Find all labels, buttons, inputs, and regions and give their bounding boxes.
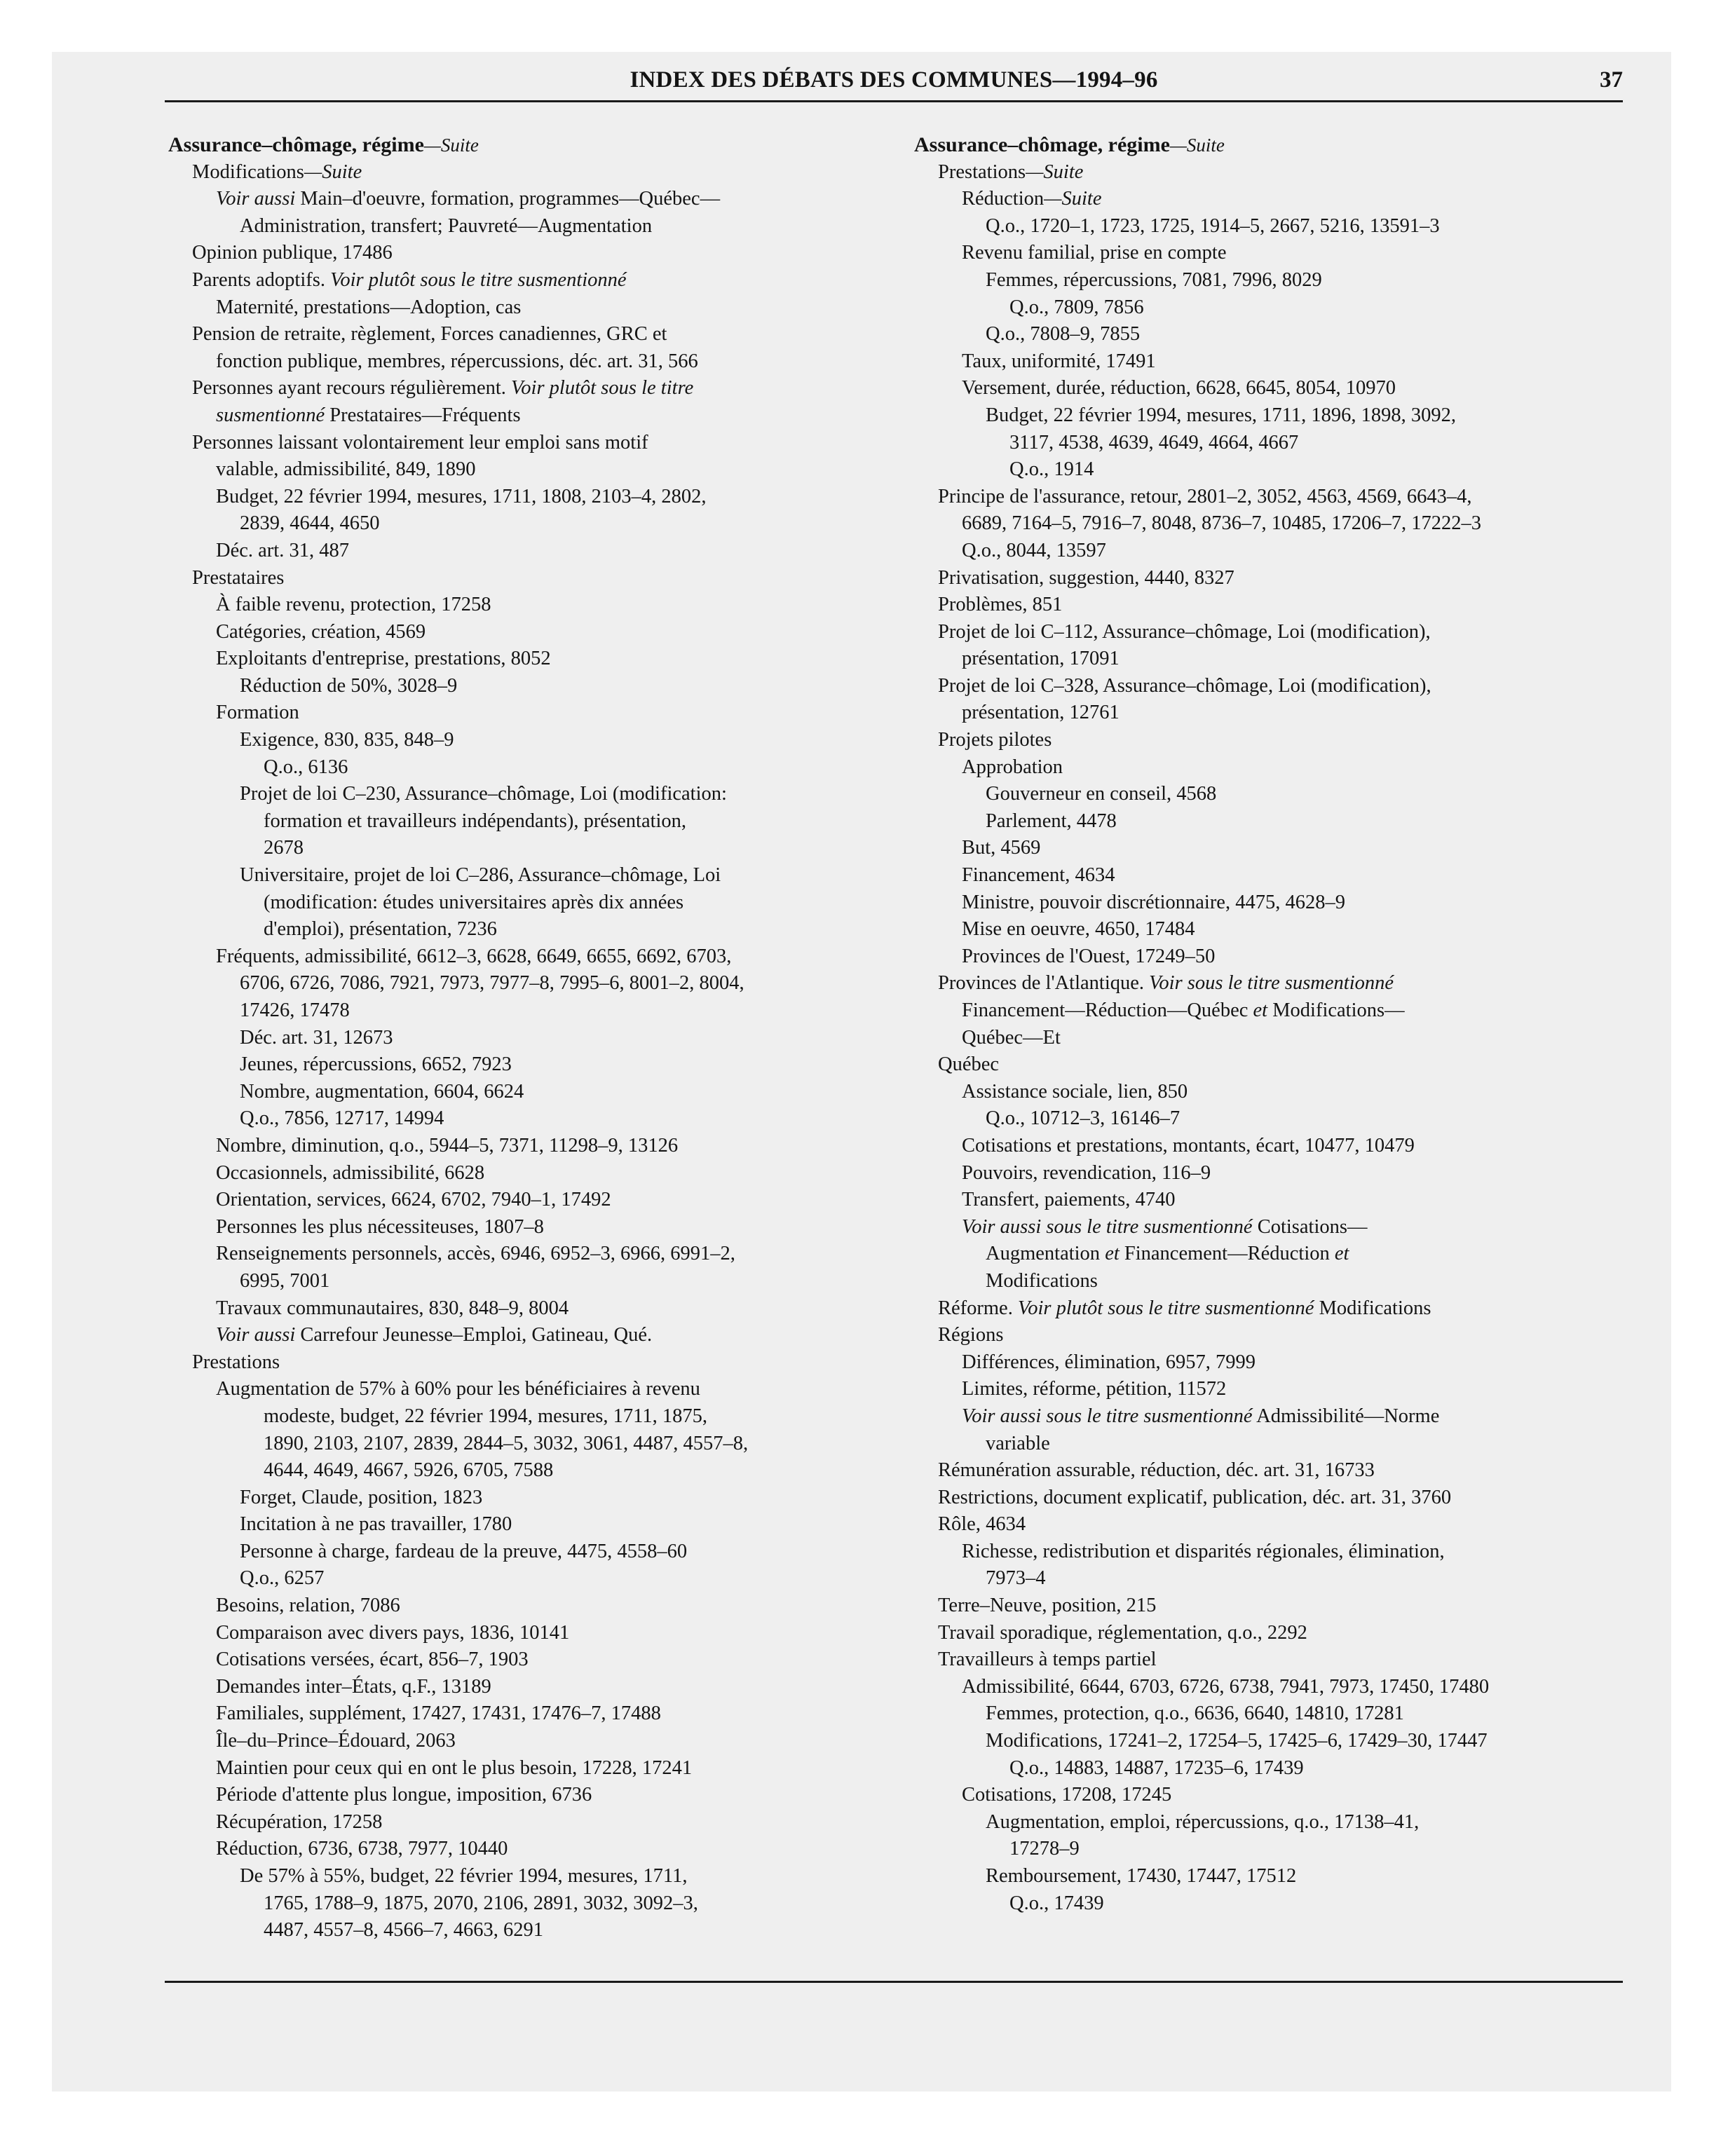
entry-text: Besoins, relation, 7086 (216, 1595, 400, 1617)
entry-text: Maternité, prestations—Adoption, cas (216, 296, 522, 318)
entry-text: 17426, 17478 (240, 999, 350, 1021)
entry-continuation: —Suite (423, 135, 479, 156)
index-entry (168, 510, 883, 538)
entry-text: Administration, transfert; Pauvreté—Augmentation (240, 214, 653, 237)
entry-text: Prestataires (192, 566, 285, 589)
footer-rule (165, 1981, 1623, 1983)
index-entry (914, 1674, 1629, 1701)
index-entry (168, 1079, 883, 1106)
entry-text: Prestataires—Fréquents (325, 404, 521, 426)
index-entry (168, 1674, 883, 1701)
entry-text: fonction publique, membres, répercussions, déc. art. 31, 566 (216, 350, 698, 372)
entry-text: Jeunes, répercussions, 6652, 7923 (240, 1053, 512, 1076)
index-entry (914, 1322, 1629, 1349)
entry-text: Demandes inter–États, q.F., 13189 (216, 1675, 491, 1698)
index-entry (168, 159, 883, 186)
index-entry (168, 1025, 883, 1052)
entry-text: Approbation (962, 756, 1063, 778)
entry-text: Prestations (192, 1351, 280, 1373)
entry-text: Assistance sociale, lien, 850 (962, 1080, 1188, 1103)
entry-text: Assurance–chômage, régime (914, 133, 1170, 156)
entry-text: Transfert, paiements, 4740 (962, 1189, 1176, 1211)
page-title: INDEX DES DÉBATS DES COMMUNES—1994–96 (630, 67, 1158, 93)
entry-text: variable (986, 1432, 1050, 1454)
index-entry (914, 1620, 1629, 1647)
entry-continuation: —Suite (1026, 161, 1084, 183)
entry-text: Universitaire, projet de loi C–286, Assurance–chômage, Loi (240, 864, 721, 887)
entry-text: Déc. art. 31, 487 (216, 539, 349, 561)
entry-text: 6706, 6726, 7086, 7921, 7973, 7977–8, 7995–6, 8001–2, 8004, (240, 972, 744, 995)
index-entry (914, 1051, 1629, 1079)
index-entry (168, 1592, 883, 1620)
entry-text: présentation, 17091 (962, 648, 1120, 670)
entry-text: Cotisations et prestations, montants, écart, 10477, 10479 (962, 1134, 1415, 1157)
index-entry (914, 1241, 1629, 1268)
entry-text: Versement, durée, réduction, 6628, 6645, 8054, 10970 (962, 377, 1396, 400)
entry-tail-text: Modifications (1314, 1297, 1431, 1319)
entry-text: Augmentation de 57% à 60% pour les bénéficiaires à revenu (216, 1378, 700, 1400)
index-entry (168, 1403, 883, 1431)
entry-text: Q.o., 14883, 14887, 17235–6, 17439 (1009, 1756, 1304, 1779)
index-entry (914, 321, 1629, 348)
entry-text: Période d'attente plus longue, imposition, 6736 (216, 1784, 592, 1806)
cross-reference-label: Voir aussi (216, 1324, 296, 1346)
cross-reference-label: Voir aussi sous le titre susmentionné (962, 1405, 1253, 1427)
entry-text: Richesse, redistribution et disparités régionales, élimination, (962, 1540, 1445, 1562)
index-entry (914, 294, 1629, 322)
index-entry (914, 673, 1629, 700)
entry-text: Taux, uniformité, 17491 (962, 350, 1156, 372)
index-entry (168, 673, 883, 700)
entry-text: Q.o., 7809, 7856 (1009, 296, 1144, 318)
index-entry (168, 1511, 883, 1538)
entry-text: Q.o., 1720–1, 1723, 1725, 1914–5, 2667, 5216, 13591–3 (986, 214, 1440, 237)
index-entry (168, 889, 883, 917)
entry-text: Financement—Réduction—Québec (962, 999, 1253, 1021)
index-entry (168, 970, 883, 997)
entry-text: Travaux communautaires, 830, 848–9, 8004 (216, 1297, 569, 1319)
entry-text: Modifications (986, 1269, 1098, 1292)
entry-text: Opinion publique, 17486 (192, 242, 393, 264)
index-entry (168, 1105, 883, 1133)
entry-text: Problèmes, 851 (938, 594, 1063, 616)
index-entry (914, 240, 1629, 267)
index-entry (914, 1268, 1629, 1295)
entry-text: Forget, Claude, position, 1823 (240, 1486, 483, 1508)
entry-continuation: —Suite (304, 161, 362, 183)
entry-text: Budget, 22 février 1994, mesures, 1711, 1896, 1898, 3092, (986, 404, 1456, 426)
entry-text: Terre–Neuve, position, 215 (938, 1595, 1157, 1617)
entry-text: Comparaison avec divers pays, 1836, 10141 (216, 1621, 570, 1644)
index-entry (914, 1295, 1629, 1323)
index-entry (168, 1620, 883, 1647)
header-rule (165, 100, 1623, 102)
entry-text: Cotisations versées, écart, 856–7, 1903 (216, 1649, 529, 1671)
index-entry (914, 1755, 1629, 1782)
entry-text: Provinces de l'Atlantique. (938, 972, 1150, 995)
entry-continuation: Voir plutôt sous le titre susmentionné (330, 268, 627, 291)
entry-text: Rémunération assurable, réduction, déc. art. 31, 16733 (938, 1459, 1375, 1482)
entry-text: Nombre, diminution, q.o., 5944–5, 7371, 11298–9, 13126 (216, 1134, 679, 1157)
index-entry (168, 862, 883, 889)
entry-text: 3117, 4538, 4639, 4649, 4664, 4667 (1009, 431, 1299, 453)
entry-text: 6689, 7164–5, 7916–7, 8048, 8736–7, 10485, 17206–7, 17222–3 (962, 512, 1481, 535)
index-entry (168, 754, 883, 782)
index-entry (914, 213, 1629, 240)
entry-text: Fréquents, admissibilité, 6612–3, 6628, 6649, 6655, 6692, 6703, (216, 945, 732, 967)
entry-text: Réforme. (938, 1297, 1018, 1319)
index-entry (168, 267, 883, 294)
entry-text: Orientation, services, 6624, 6702, 7940–1, 17492 (216, 1189, 611, 1211)
entry-text: Personne à charge, fardeau de la preuve, 4475, 4558–60 (240, 1540, 688, 1562)
index-entry (914, 1133, 1629, 1160)
index-entry (914, 1214, 1629, 1241)
index-entry (168, 1295, 883, 1323)
index-entry (914, 1728, 1629, 1755)
index-entry (168, 1917, 883, 1944)
index-entry (914, 889, 1629, 917)
entry-text: Gouverneur en conseil, 4568 (986, 783, 1217, 805)
index-entry (168, 835, 883, 862)
index-entry (914, 781, 1629, 808)
index-entry (914, 1836, 1629, 1863)
index-entry (914, 348, 1629, 376)
index-entry (168, 1187, 883, 1214)
index-entry (914, 1025, 1629, 1052)
entry-text: Modifications, 17241–2, 17254–5, 17425–6, 17429–30, 17447 (986, 1730, 1488, 1752)
entry-continuation: et (1253, 999, 1268, 1021)
entry-text: Revenu familial, prise en compte (962, 242, 1227, 264)
index-entry (168, 700, 883, 727)
index-entry (914, 808, 1629, 835)
index-entry (168, 538, 883, 565)
entry-text: Familiales, supplément, 17427, 17431, 17476–7, 17488 (216, 1703, 661, 1725)
entry-text: 4644, 4649, 4667, 5926, 6705, 7588 (264, 1459, 554, 1482)
index-entry (914, 186, 1629, 213)
entry-text: Remboursement, 17430, 17447, 17512 (986, 1865, 1297, 1887)
index-entry (914, 1863, 1629, 1890)
entry-text: Q.o., 7808–9, 7855 (986, 323, 1141, 346)
entry-text: Provinces de l'Ouest, 17249–50 (962, 945, 1216, 967)
index-entry (914, 1187, 1629, 1214)
index-entry (168, 1376, 883, 1403)
index-entry (168, 213, 883, 240)
entry-text: Limites, réforme, pétition, 11572 (962, 1378, 1227, 1400)
entry-text: Réduction de 50%, 3028–9 (240, 674, 458, 697)
index-entry (914, 1700, 1629, 1728)
entry-tail-text: Financement—Réduction (1119, 1243, 1335, 1265)
entry-text: 17278–9 (1009, 1838, 1080, 1860)
index-entry (168, 1241, 883, 1268)
index-entry (168, 565, 883, 592)
entry-text: Projets pilotes (938, 729, 1052, 751)
entry-text: Q.o., 6257 (240, 1567, 325, 1590)
index-entry (168, 321, 883, 348)
index-entry (168, 1160, 883, 1187)
index-entry (168, 1349, 883, 1377)
entry-text: Main–d'oeuvre, formation, programmes—Québec— (295, 188, 721, 210)
entry-text: Augmentation, emploi, répercussions, q.o., 17138–41, (986, 1810, 1420, 1833)
entry-text: Q.o., 17439 (1009, 1892, 1104, 1914)
entry-text: 1765, 1788–9, 1875, 2070, 2106, 2891, 3032, 3092–3, (264, 1892, 698, 1914)
index-entry (168, 1322, 883, 1349)
entry-text: Nombre, augmentation, 6604, 6624 (240, 1080, 524, 1103)
index-entry (914, 943, 1629, 971)
index-entry (168, 186, 883, 213)
entry-text: But, 4569 (962, 837, 1041, 859)
index-entry (914, 1890, 1629, 1918)
index-entry (168, 402, 883, 430)
index-entry (914, 700, 1629, 727)
index-entry (168, 1755, 883, 1782)
entry-text: Financement, 4634 (962, 864, 1115, 887)
entry-text: (modification: études universitaires après dix années (264, 891, 684, 913)
index-entry (914, 1646, 1629, 1674)
index-entry (168, 1051, 883, 1079)
index-entry (914, 375, 1629, 402)
index-entry (168, 484, 883, 511)
entry-text: Restrictions, document explicatif, publication, déc. art. 31, 3760 (938, 1486, 1452, 1508)
index-entry (914, 267, 1629, 294)
entry-text: Travailleurs à temps partiel (938, 1649, 1157, 1671)
index-entry (914, 1457, 1629, 1485)
entry-text: Q.o., 7856, 12717, 14994 (240, 1107, 444, 1130)
entry-text: Carrefour Jeunesse–Emploi, Gatineau, Qué. (295, 1324, 653, 1346)
index-entry (168, 1890, 883, 1918)
index-heading (914, 132, 1629, 159)
entry-text: Cotisations— (1252, 1215, 1368, 1238)
cross-reference-label: Voir aussi sous le titre susmentionné (962, 1215, 1253, 1238)
index-entry (168, 781, 883, 808)
index-entry (168, 997, 883, 1025)
entry-text: 2839, 4644, 4650 (240, 512, 380, 535)
index-entry (168, 1133, 883, 1160)
index-entry (168, 1809, 883, 1836)
entry-text: Déc. art. 31, 12673 (240, 1026, 393, 1049)
index-entry (914, 402, 1629, 430)
entry-text: Personnes ayant recours régulièrement. (192, 377, 512, 400)
index-entry (914, 619, 1629, 646)
index-entry (168, 943, 883, 971)
page-header (165, 67, 1623, 102)
index-column-right (914, 132, 1629, 1917)
index-entry (914, 1403, 1629, 1431)
index-entry (914, 1485, 1629, 1512)
entry-text: Pension de retraite, règlement, Forces canadiennes, GRC et (192, 323, 667, 346)
index-entry (914, 1565, 1629, 1592)
entry-text: Récupération, 17258 (216, 1810, 383, 1833)
index-entry (168, 375, 883, 402)
entry-text: Q.o., 6136 (264, 756, 348, 778)
index-entry (168, 1728, 883, 1755)
index-entry (168, 1538, 883, 1566)
entry-text: formation et travailleurs indépendants), présentation, (264, 810, 687, 832)
index-entry (168, 1646, 883, 1674)
index-entry (914, 538, 1629, 565)
entry-text: Occasionnels, admissibilité, 6628 (216, 1161, 485, 1184)
entry-text: Modifications (192, 161, 304, 183)
entry-text: Projet de loi C–112, Assurance–chômage, Loi (modification), (938, 620, 1431, 643)
index-entry (168, 916, 883, 943)
entry-text: présentation, 12761 (962, 702, 1120, 724)
entry-continuation: —Suite (1044, 188, 1102, 210)
index-entry (168, 619, 883, 646)
index-entry (914, 916, 1629, 943)
index-entry (168, 1268, 883, 1295)
entry-text: Projet de loi C–328, Assurance–chômage, Loi (modification), (938, 674, 1431, 697)
index-entry (168, 1431, 883, 1458)
entry-text: Personnes les plus nécessiteuses, 1807–8 (216, 1215, 544, 1238)
index-entry (914, 1349, 1629, 1377)
entry-text: Parlement, 4478 (986, 810, 1117, 832)
index-entry (914, 835, 1629, 862)
entry-text: Renseignements personnels, accès, 6946, 6952–3, 6966, 6991–2, (216, 1243, 735, 1265)
entry-text: Québec—Et (962, 1026, 1061, 1049)
index-entry (914, 646, 1629, 673)
entry-text: Principe de l'assurance, retour, 2801–2, 3052, 4563, 4569, 6643–4, (938, 485, 1472, 507)
entry-text: Travail sporadique, réglementation, q.o., 2292 (938, 1621, 1307, 1644)
index-entry (914, 1160, 1629, 1187)
entry-text: Maintien pour ceux qui en ont le plus besoin, 17228, 17241 (216, 1756, 693, 1779)
index-entry (168, 456, 883, 484)
index-entry (168, 430, 883, 457)
index-entry (168, 1863, 883, 1890)
entry-text: 4487, 4557–8, 4566–7, 4663, 6291 (264, 1919, 543, 1942)
index-entry (914, 159, 1629, 186)
entry-text: De 57% à 55%, budget, 22 février 1994, mesures, 1711, (240, 1865, 688, 1887)
entry-text: Budget, 22 février 1994, mesures, 1711, 1808, 2103–4, 2802, (216, 485, 707, 507)
entry-text: Exploitants d'entreprise, prestations, 8052 (216, 648, 551, 670)
entry-text: Réduction, 6736, 6738, 7977, 10440 (216, 1838, 508, 1860)
entry-text: Personnes laissant volontairement leur emploi sans motif (192, 431, 648, 453)
page-number: 37 (1600, 67, 1623, 93)
index-entry (914, 1105, 1629, 1133)
entry-text: 1890, 2103, 2107, 2839, 2844–5, 3032, 3061, 4487, 4557–8, (264, 1432, 749, 1454)
entry-text: Privatisation, suggestion, 4440, 8327 (938, 566, 1234, 589)
entry-text: Q.o., 10712–3, 16146–7 (986, 1107, 1181, 1130)
index-entry (914, 1782, 1629, 1809)
entry-text: modeste, budget, 22 février 1994, mesures, 1711, 1875, (264, 1405, 707, 1427)
index-entry (168, 1457, 883, 1485)
entry-continuation: Voir plutôt sous le titre susmentionné (1017, 1297, 1314, 1319)
entry-text: Q.o., 8044, 13597 (962, 539, 1106, 561)
entry-text: Pouvoirs, revendication, 116–9 (962, 1161, 1211, 1184)
index-entry (914, 997, 1629, 1025)
index-entry (168, 1782, 883, 1809)
entry-text: Augmentation (986, 1243, 1105, 1265)
index-entry (168, 1214, 883, 1241)
index-heading (168, 132, 883, 159)
entry-text: Assurance–chômage, régime (168, 133, 424, 156)
index-entry (914, 1431, 1629, 1458)
entry-text: Ministre, pouvoir discrétionnaire, 4475, 4628–9 (962, 891, 1345, 913)
cross-reference-label: Voir aussi (216, 188, 296, 210)
entry-text: Admissibilité, 6644, 6703, 6726, 6738, 7941, 7973, 17450, 17480 (962, 1675, 1490, 1698)
index-entry (168, 294, 883, 322)
entry-text: valable, admissibilité, 849, 1890 (216, 458, 476, 481)
cross-reference-label: susmentionné (216, 404, 325, 426)
entry-text: Cotisations, 17208, 17245 (962, 1784, 1172, 1806)
index-entry (168, 1836, 883, 1863)
entry-text: Île–du–Prince–Édouard, 2063 (216, 1730, 456, 1752)
entry-text: À faible revenu, protection, 17258 (216, 594, 491, 616)
entry-text: Parents adoptifs. (192, 268, 331, 291)
index-entry (168, 727, 883, 754)
index-entry (914, 1538, 1629, 1566)
index-entry (914, 1809, 1629, 1836)
entry-continuation: et (1105, 1243, 1120, 1265)
entry-text: Formation (216, 702, 299, 724)
index-entry (168, 592, 883, 619)
entry-text: Différences, élimination, 6957, 7999 (962, 1351, 1256, 1373)
index-entry (168, 1565, 883, 1592)
index-entry (914, 1511, 1629, 1538)
index-entry (914, 862, 1629, 889)
index-entry (914, 565, 1629, 592)
entry-text: Prestations (938, 161, 1026, 183)
index-entry (168, 348, 883, 376)
entry-text: Québec (938, 1053, 1000, 1076)
index-entry (914, 727, 1629, 754)
entry-text: Réduction (962, 188, 1045, 210)
entry-continuation: —Suite (1169, 135, 1225, 156)
index-entry (914, 1592, 1629, 1620)
entry-text: Q.o., 1914 (1009, 458, 1094, 481)
entry-text: Mise en oeuvre, 4650, 17484 (962, 918, 1195, 941)
entry-tail-italic: et (1334, 1243, 1349, 1265)
entry-text: 6995, 7001 (240, 1269, 330, 1292)
index-entry (168, 240, 883, 267)
entry-text: d'emploi), présentation, 7236 (264, 918, 497, 941)
index-entry (168, 646, 883, 673)
index-entry (914, 592, 1629, 619)
index-entry (914, 510, 1629, 538)
entry-text: Rôle, 4634 (938, 1513, 1026, 1536)
entry-text: Incitation à ne pas travailler, 1780 (240, 1513, 512, 1536)
index-entry (914, 484, 1629, 511)
entry-tail-text: Modifications— (1267, 999, 1405, 1021)
entry-text: Régions (938, 1324, 1004, 1346)
index-entry (914, 1376, 1629, 1403)
index-entry (914, 430, 1629, 457)
index-entry (168, 1700, 883, 1728)
entry-continuation: Voir sous le titre susmentionné (1149, 972, 1394, 995)
entry-text: Admissibilité—Norme (1252, 1405, 1440, 1427)
entry-text: 7973–4 (986, 1567, 1046, 1590)
entry-text: Exigence, 830, 835, 848–9 (240, 729, 454, 751)
entry-text: Projet de loi C–230, Assurance–chômage, Loi (modification: (240, 783, 727, 805)
index-entry (914, 754, 1629, 782)
index-column-left (168, 132, 883, 1944)
index-entry (914, 1079, 1629, 1106)
entry-text: Femmes, répercussions, 7081, 7996, 8029 (986, 268, 1322, 291)
entry-text: 2678 (264, 837, 304, 859)
index-entry (168, 808, 883, 835)
entry-continuation: Voir plutôt sous le titre (511, 377, 694, 400)
index-entry (914, 456, 1629, 484)
index-entry (168, 1485, 883, 1512)
index-entry (914, 970, 1629, 997)
entry-text: Femmes, protection, q.o., 6636, 6640, 14810, 17281 (986, 1703, 1404, 1725)
entry-text: Catégories, création, 4569 (216, 620, 426, 643)
